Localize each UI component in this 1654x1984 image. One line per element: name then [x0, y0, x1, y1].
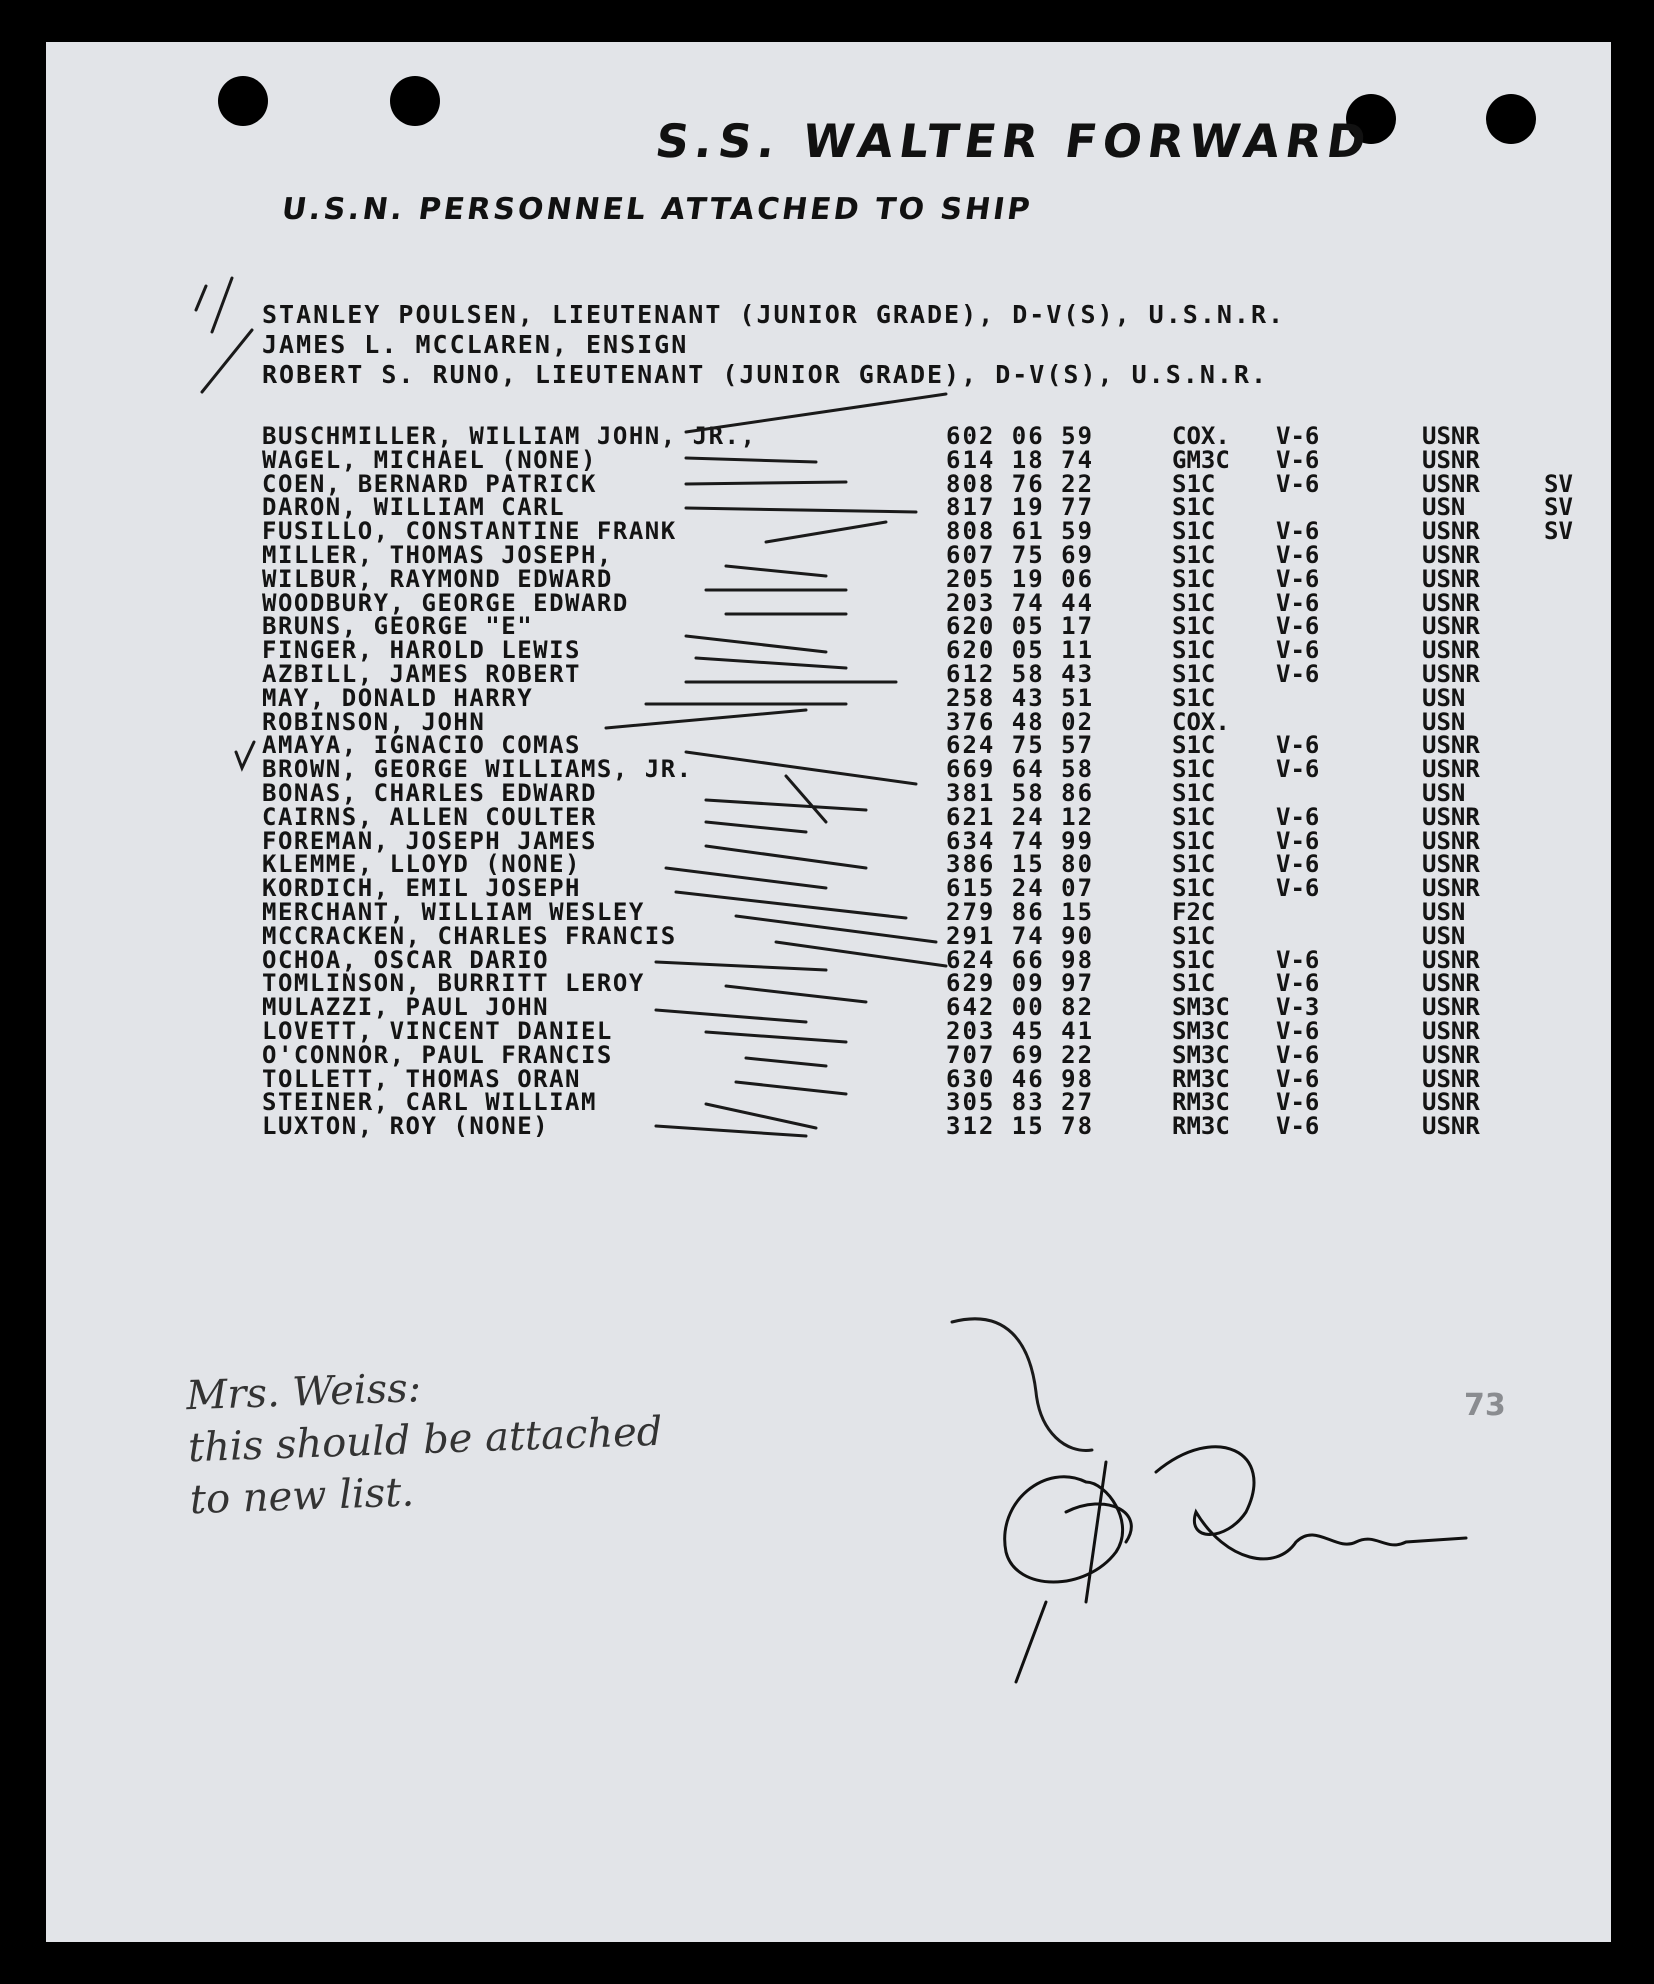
crew-class: V-6: [1276, 612, 1320, 641]
crew-rate: S1C: [1172, 779, 1216, 807]
crew-rate: S1C: [1172, 945, 1216, 974]
crew-rate: SM3C: [1172, 993, 1230, 1022]
crew-name: WAGEL, MICHAEL (NONE): [262, 445, 597, 474]
crew-name: BRUNS, GEORGE "E": [262, 612, 534, 641]
crew-class: V-6: [1276, 850, 1320, 879]
crew-name: FOREMAN, JOSEPH JAMES: [262, 826, 597, 855]
crew-serial: 624 75 57: [946, 731, 1095, 760]
crew-pen-lines: [606, 394, 946, 1136]
crew-rate: S1C: [1172, 921, 1216, 950]
crew-serial: 602 06 59: [946, 422, 1095, 450]
crew-serial: 634 74 99: [946, 826, 1095, 855]
crew-name: KORDICH, EMIL JOSEPH: [262, 874, 581, 903]
crew-branch: USN: [1422, 898, 1466, 926]
crew-serial: 615 24 07: [946, 874, 1095, 903]
crew-serial: 808 76 22: [946, 469, 1095, 498]
crew-rate: S1C: [1172, 517, 1216, 546]
crew-serial: 203 74 44: [946, 588, 1095, 617]
crew-rate: GM3C: [1172, 445, 1230, 474]
crew-rate: S1C: [1172, 493, 1216, 522]
crew-name: TOMLINSON, BURRITT LEROY: [262, 969, 645, 998]
crew-rate: RM3C: [1172, 1088, 1230, 1117]
crew-serial: 817 19 77: [946, 493, 1095, 522]
pen-markings: [46, 42, 1611, 1942]
crew-name: OCHOA, OSCAR DARIO: [262, 945, 550, 974]
signature-mark: [1005, 1447, 1466, 1682]
crew-rate: RM3C: [1172, 1112, 1230, 1141]
crew-serial: 203 45 41: [946, 1017, 1095, 1045]
crew-branch: USNR: [1422, 874, 1480, 903]
crew-class: V-6: [1276, 636, 1320, 665]
crew-serial: 642 00 82: [946, 993, 1095, 1022]
crew-branch: USN: [1422, 493, 1466, 522]
crew-serial: 607 75 69: [946, 541, 1095, 569]
crew-branch: USN: [1422, 683, 1466, 712]
crew-class: V-6: [1276, 1088, 1320, 1117]
crew-class: V-6: [1276, 541, 1320, 569]
crew-class: V-6: [1276, 564, 1320, 593]
crew-class: V-6: [1276, 469, 1320, 498]
crew-branch: USNR: [1422, 469, 1480, 498]
crew-branch: USNR: [1422, 612, 1480, 641]
crew-serial: 630 46 98: [946, 1064, 1095, 1093]
crew-branch: USNR: [1422, 588, 1480, 617]
crew-serial: 291 74 90: [946, 921, 1095, 950]
crew-rate: S1C: [1172, 541, 1216, 569]
crew-branch: USNR: [1422, 826, 1480, 855]
crew-class: V-6: [1276, 874, 1320, 903]
crew-name: KLEMME, LLOYD (NONE): [262, 850, 581, 879]
crew-class: V-6: [1276, 422, 1320, 450]
crew-class: V-3: [1276, 993, 1320, 1022]
crew-rate: COX.: [1172, 422, 1230, 450]
crew-serial: 614 18 74: [946, 445, 1095, 474]
crew-rate: S1C: [1172, 850, 1216, 879]
crew-rate: S1C: [1172, 683, 1216, 712]
crew-serial: 620 05 11: [946, 636, 1095, 665]
crew-name: BROWN, GEORGE WILLIAMS, JR.: [262, 755, 693, 784]
crew-name: FINGER, HAROLD LEWIS: [262, 636, 581, 665]
crew-serial: 621 24 12: [946, 802, 1095, 831]
document-page: [46, 42, 1611, 1942]
crew-class: V-6: [1276, 755, 1320, 784]
crew-name: LUXTON, ROY (NONE): [262, 1112, 550, 1141]
crew-name: MERCHANT, WILLIAM WESLEY: [262, 898, 645, 926]
crew-serial: 612 58 43: [946, 660, 1095, 688]
crew-branch: USNR: [1422, 541, 1480, 569]
crew-branch: USNR: [1422, 969, 1480, 998]
crew-serial: 629 09 97: [946, 969, 1095, 998]
crew-rate: S1C: [1172, 588, 1216, 617]
crew-name: LOVETT, VINCENT DANIEL: [262, 1017, 613, 1045]
crew-rate: RM3C: [1172, 1064, 1230, 1093]
crew-serial: 386 15 80: [946, 850, 1095, 879]
crew-class: V-6: [1276, 1064, 1320, 1093]
crew-branch: USNR: [1422, 850, 1480, 879]
crew-rate: S1C: [1172, 826, 1216, 855]
crew-rate: S1C: [1172, 802, 1216, 831]
crew-class: V-6: [1276, 945, 1320, 974]
crew-rate: S1C: [1172, 564, 1216, 593]
crew-serial: 381 58 86: [946, 779, 1095, 807]
crew-name: AMAYA, IGNACIO COMAS: [262, 731, 581, 760]
crew-serial: 205 19 06: [946, 564, 1095, 593]
crew-class: V-6: [1276, 1112, 1320, 1141]
crew-branch: USNR: [1422, 802, 1480, 831]
crew-class: V-6: [1276, 826, 1320, 855]
crew-class: V-6: [1276, 1040, 1320, 1069]
crew-name: WOODBURY, GEORGE EDWARD: [262, 588, 629, 617]
officer-line: STANLEY POULSEN, LIEUTENANT (JUNIOR GRADE), D-V(S), U.S.N.R.: [262, 300, 1286, 329]
crew-class: V-6: [1276, 588, 1320, 617]
crew-rate: S1C: [1172, 469, 1216, 498]
crew-serial: 376 48 02: [946, 707, 1095, 736]
crew-branch: USNR: [1422, 564, 1480, 593]
crew-class: V-6: [1276, 802, 1320, 831]
ship-title: S.S. WALTER FORWARD: [652, 114, 1376, 168]
crew-branch: USNR: [1422, 993, 1480, 1022]
officer-tick-mark: [196, 278, 252, 392]
crew-name: MULAZZI, PAUL JOHN: [262, 993, 550, 1022]
crew-rate: S1C: [1172, 874, 1216, 903]
crew-name: COEN, BERNARD PATRICK: [262, 469, 597, 498]
crew-branch: USNR: [1422, 1088, 1480, 1117]
crew-branch: USNR: [1422, 517, 1480, 546]
crew-serial: 312 15 78: [946, 1112, 1095, 1141]
crew-branch: USNR: [1422, 1017, 1480, 1045]
crew-name: BONAS, CHARLES EDWARD: [262, 779, 597, 807]
crew-name: MILLER, THOMAS JOSEPH,: [262, 541, 613, 569]
handwritten-note: [185, 1354, 665, 1526]
crew-serial: 258 43 51: [946, 683, 1095, 712]
signature-connector: [952, 1319, 1092, 1451]
crew-branch: USN: [1422, 921, 1466, 950]
list-subtitle: U.S.N. PERSONNEL ATTACHED TO SHIP: [279, 192, 1035, 227]
crew-name: AZBILL, JAMES ROBERT: [262, 660, 581, 688]
crew-flag: SV: [1544, 469, 1573, 498]
crew-rate: S1C: [1172, 636, 1216, 665]
crew-rate: S1C: [1172, 612, 1216, 641]
crew-flag: SV: [1544, 493, 1573, 522]
crew-name: ROBINSON, JOHN: [262, 707, 486, 736]
crew-branch: USN: [1422, 779, 1466, 807]
crew-rate: S1C: [1172, 731, 1216, 760]
officer-line: ROBERT S. RUNO, LIEUTENANT (JUNIOR GRADE), D-V(S), U.S.N.R.: [262, 360, 1269, 389]
note-line: to new list.: [189, 1469, 415, 1524]
crew-branch: USNR: [1422, 660, 1480, 688]
crew-class: V-6: [1276, 731, 1320, 760]
crew-branch: USNR: [1422, 731, 1480, 760]
officer-line: JAMES L. MCCLAREN, ENSIGN: [262, 330, 689, 359]
crew-rate: S1C: [1172, 969, 1216, 998]
crew-branch: USNR: [1422, 636, 1480, 665]
crew-branch: USN: [1422, 707, 1466, 736]
crew-branch: USNR: [1422, 445, 1480, 474]
crew-serial: 707 69 22: [946, 1040, 1095, 1069]
crew-class: V-6: [1276, 517, 1320, 546]
crew-name: MCCRACKEN, CHARLES FRANCIS: [262, 921, 677, 950]
crew-rate: S1C: [1172, 660, 1216, 688]
crew-branch: USNR: [1422, 422, 1480, 450]
crew-branch: USNR: [1422, 1112, 1480, 1141]
crew-name: TOLLETT, THOMAS ORAN: [262, 1064, 581, 1093]
crew-name: CAIRNS, ALLEN COULTER: [262, 802, 597, 831]
crew-name: FUSILLO, CONSTANTINE FRANK: [262, 517, 677, 546]
crew-rate: COX.: [1172, 707, 1230, 736]
crew-class: V-6: [1276, 969, 1320, 998]
crew-serial: 808 61 59: [946, 517, 1095, 546]
crew-rate: S1C: [1172, 755, 1216, 784]
crew-name: STEINER, CARL WILLIAM: [262, 1088, 597, 1117]
crew-name: O'CONNOR, PAUL FRANCIS: [262, 1040, 613, 1069]
crew-serial: 624 66 98: [946, 945, 1095, 974]
crew-name: BUSCHMILLER, WILLIAM JOHN, JR.,: [262, 422, 757, 450]
crew-branch: USNR: [1422, 1040, 1480, 1069]
crew-rate: F2C: [1172, 898, 1216, 926]
crew-serial: 669 64 58: [946, 755, 1095, 784]
crew-rate: SM3C: [1172, 1017, 1230, 1045]
crew-branch: USNR: [1422, 1064, 1480, 1093]
crew-name: MAY, DONALD HARRY: [262, 683, 534, 712]
crew-name: WILBUR, RAYMOND EDWARD: [262, 564, 613, 593]
note-line: this should be attached: [187, 1408, 664, 1472]
crew-serial: 305 83 27: [946, 1088, 1095, 1117]
note-line: Mrs. Weiss:: [185, 1365, 422, 1420]
crew-branch: USNR: [1422, 755, 1480, 784]
crew-rate: SM3C: [1172, 1040, 1230, 1069]
crew-flag: SV: [1544, 517, 1573, 546]
crew-name: DARON, WILLIAM CARL: [262, 493, 566, 522]
crew-branch: USNR: [1422, 945, 1480, 974]
crew-class: V-6: [1276, 445, 1320, 474]
crew-class: V-6: [1276, 660, 1320, 688]
crew-serial: 620 05 17: [946, 612, 1095, 641]
crew-class: V-6: [1276, 1017, 1320, 1045]
page-number: 73: [1464, 1388, 1506, 1423]
check-mark: [236, 742, 254, 768]
crew-serial: 279 86 15: [946, 898, 1095, 926]
